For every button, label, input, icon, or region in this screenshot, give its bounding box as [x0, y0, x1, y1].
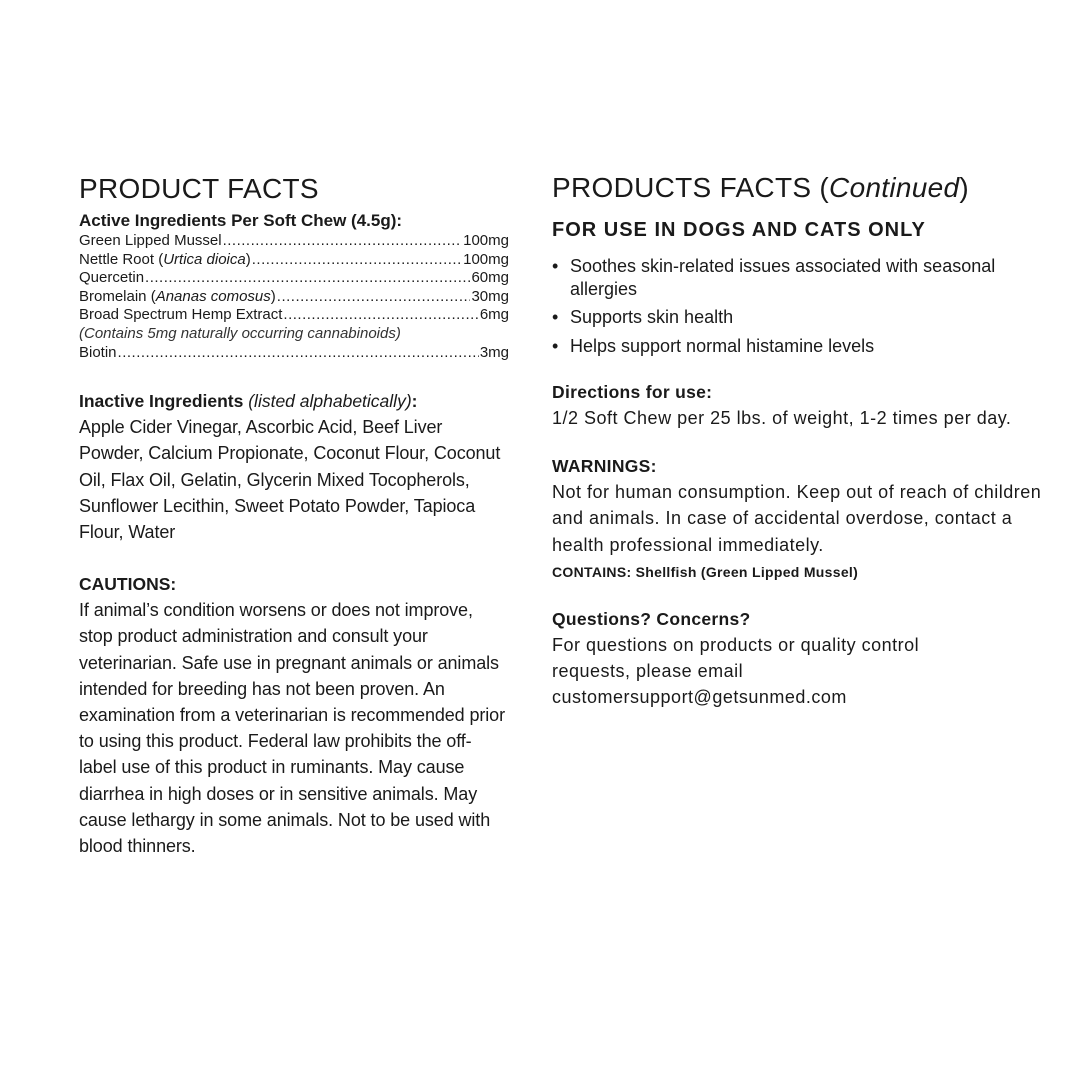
- benefits-list: [552, 255, 1052, 357]
- directions-section: [552, 379, 1052, 431]
- ingredient-row: Broad Spectrum Hemp Extract ..... 6mg: [79, 306, 509, 325]
- dot-leader: [145, 269, 470, 288]
- questions-text-line: For questions on products or quality control: [552, 634, 920, 655]
- allergen-contains-statement: CONTAINS: Shellfish (Green Lipped Mussel): [552, 563, 859, 580]
- products-facts-continued-title: PRODUCTS FACTS (Continued): [552, 172, 970, 203]
- ingredient-amount: 6mg: [479, 306, 509, 324]
- warnings-section: [552, 453, 1052, 584]
- questions-heading: Questions? Concerns?: [552, 608, 751, 629]
- questions-text-line: requests, please email: [552, 661, 744, 682]
- list-item: • Soothes skin-related issues associated with seasonal allergies: [552, 255, 1052, 300]
- ingredient-amount: 100mg: [463, 232, 509, 249]
- cautions-text: If animal’s condition worsens or does not improve, stop product administration and consult your veterinarian. Safe use in pregnant animals or animals intended for breeding has not been proven. An examination from a veterinarian is recommended prior to using this product. Federal law prohibits the off-label use of this product in ruminants. May cause diarrhea in high doses or in sensitive animals. May cause lethargy in some animals. Not to be used with blood thinners.: [79, 600, 505, 856]
- questions-section: [552, 606, 1052, 711]
- dot-leader: [118, 344, 479, 363]
- ingredient-amount: 30mg: [471, 287, 509, 305]
- directions-heading: Directions for use:: [552, 382, 713, 402]
- hemp-cannabinoid-note: (Contains 5mg naturally occurring cannabinoids): [79, 324, 401, 342]
- inactive-ingredients-heading: Inactive Ingredients (listed alphabetically):: [79, 391, 418, 412]
- ingredient-row: Nettle Root (Urtica dioica) ..... 100mg: [79, 251, 509, 270]
- list-item: • Helps support normal histamine levels: [552, 335, 1052, 358]
- ingredient-row: Biotin ..... 3mg: [79, 344, 509, 363]
- warnings-heading: WARNINGS:: [552, 456, 657, 477]
- left-column: [79, 172, 509, 859]
- ingredient-amount: 3mg: [479, 343, 509, 361]
- active-ingredients-heading: Active Ingredients Per Soft Chew (4.5g):: [79, 211, 403, 230]
- dot-leader: [283, 306, 478, 325]
- ingredient-amount: 100mg: [463, 250, 509, 268]
- dogs-cats-only-heading: FOR USE IN DOGS AND CATS ONLY: [552, 219, 926, 241]
- dot-leader: [223, 232, 463, 251]
- ingredient-row: Green Lipped Mussel ..... 100mg: [79, 232, 509, 251]
- directions-text: 1/2 Soft Chew per 25 lbs. of weight, 1-2 times per day.: [552, 408, 1012, 428]
- product-facts-title: PRODUCT FACTS: [79, 173, 319, 204]
- ingredient-amount: 60mg: [471, 269, 509, 287]
- cautions-section: [79, 571, 509, 859]
- support-email: customersupport@getsunmed.com: [552, 687, 847, 708]
- cautions-heading: CAUTIONS:: [79, 574, 177, 595]
- inactive-ingredients-text: Apple Cider Vinegar, Ascorbic Acid, Beef Liver Powder, Calcium Propionate, Coconut Flour, Coconut Oil, Flax Oil, Gelatin, Glycerin Mixed Tocopherols, Sunflower Lecithin, Sweet Potato Powder, Tapioca Flour, Water: [79, 417, 501, 542]
- warnings-text: Not for human consumption. Keep out of reach of children and animals. In case of accidental overdose, contact a health professional immediately.: [552, 482, 1042, 555]
- list-item: • Supports skin health: [552, 306, 1052, 329]
- inactive-ingredients-section: [79, 388, 509, 545]
- right-column: [552, 172, 1052, 710]
- dot-leader: [277, 288, 471, 307]
- ingredient-row: Bromelain (Ananas comosus) ..... 30mg: [79, 288, 509, 307]
- dot-leader: [252, 251, 462, 270]
- ingredient-row: Quercetin ..... 60mg: [79, 269, 509, 288]
